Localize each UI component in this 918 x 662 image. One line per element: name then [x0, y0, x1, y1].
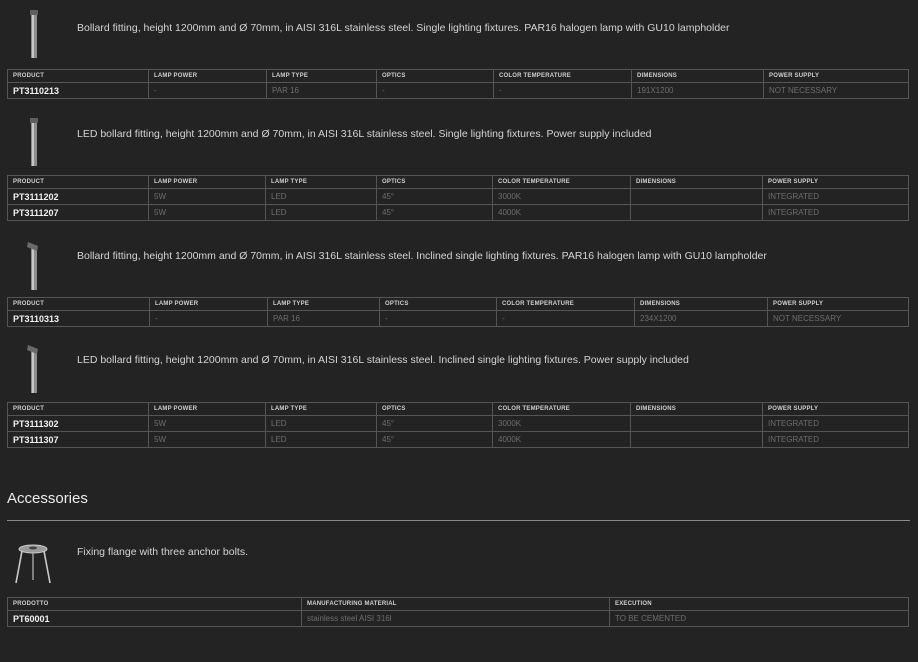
header-optics: OPTICS	[380, 298, 497, 311]
product-description: LED bollard fitting, height 1200mm and Ø 70mm, in AISI 316L stainless steel. Inclined single lighting fixtures. Power supply included	[77, 354, 689, 366]
product-description: Bollard fitting, height 1200mm and Ø 70mm, in AISI 316L stainless steel. Inclined single lighting fixtures. PAR16 halogen lamp with GU10 lampholder	[77, 250, 767, 262]
table-row	[8, 205, 909, 221]
lamp-type: LED	[266, 189, 377, 205]
accessory-header	[0, 532, 918, 592]
power-supply: NOT NECESSARY	[768, 311, 909, 327]
product-section	[0, 0, 918, 110]
header-product: PRODOTTO	[8, 598, 302, 611]
color-temperature: 3000K	[493, 416, 631, 432]
power-supply: INTEGRATED	[763, 205, 909, 221]
lamp-type: LED	[266, 432, 377, 448]
header-dimensions: DIMENSIONS	[632, 70, 764, 83]
bollard-inclined-icon	[22, 341, 46, 393]
table-header-row	[8, 298, 909, 311]
header-color-temperature: COLOR TEMPERATURE	[494, 70, 632, 83]
accessory-section	[0, 532, 918, 632]
table-header-row	[8, 176, 909, 189]
product-header	[0, 337, 918, 397]
spec-table	[7, 297, 909, 327]
header-dimensions: DIMENSIONS	[631, 403, 763, 416]
lamp-power: -	[150, 311, 268, 327]
product-section	[0, 337, 918, 462]
lamp-power: 5W	[149, 432, 266, 448]
header-power-supply: POWER SUPPLY	[768, 298, 909, 311]
header-optics: OPTICS	[377, 70, 494, 83]
header-lamp-type: LAMP TYPE	[267, 70, 377, 83]
table-row	[8, 83, 909, 99]
header-lamp-type: LAMP TYPE	[266, 403, 377, 416]
color-temperature: -	[497, 311, 635, 327]
color-temperature: 4000K	[493, 205, 631, 221]
header-color-temperature: COLOR TEMPERATURE	[493, 403, 631, 416]
bollard-inclined-icon	[22, 238, 46, 290]
color-temperature: 4000K	[493, 432, 631, 448]
header-dimensions: DIMENSIONS	[635, 298, 768, 311]
header-optics: OPTICS	[377, 176, 493, 189]
header-lamp-power: LAMP POWER	[150, 298, 268, 311]
power-supply: INTEGRATED	[763, 189, 909, 205]
product-code[interactable]: PT60001	[8, 611, 302, 627]
table-header-row	[8, 403, 909, 416]
table-header-row	[8, 70, 909, 83]
header-lamp-type: LAMP TYPE	[268, 298, 380, 311]
bollard-straight-icon	[22, 116, 46, 168]
product-header	[0, 0, 918, 60]
accessory-description: Fixing flange with three anchor bolts.	[77, 546, 249, 558]
optics: 45°	[377, 189, 493, 205]
header-color-temperature: COLOR TEMPERATURE	[497, 298, 635, 311]
optics: -	[380, 311, 497, 327]
product-code[interactable]: PT3111207	[8, 205, 149, 221]
spec-table	[7, 175, 909, 221]
optics: 45°	[377, 205, 493, 221]
header-color-temperature: COLOR TEMPERATURE	[493, 176, 631, 189]
dimensions	[631, 416, 763, 432]
table-row	[8, 311, 909, 327]
header-product: PRODUCT	[8, 403, 149, 416]
header-power-supply: POWER SUPPLY	[763, 176, 909, 189]
header-lamp-power: LAMP POWER	[149, 403, 266, 416]
lamp-power: 5W	[149, 416, 266, 432]
optics: -	[377, 83, 494, 99]
execution: TO BE CEMENTED	[610, 611, 909, 627]
header-lamp-power: LAMP POWER	[149, 70, 267, 83]
product-code[interactable]: PT3110213	[8, 83, 149, 99]
fixing-flange-icon	[13, 536, 53, 586]
header-optics: OPTICS	[377, 403, 493, 416]
table-row	[8, 611, 909, 627]
material: stainless steel AISI 316l	[302, 611, 610, 627]
table-row	[8, 189, 909, 205]
header-power-supply: POWER SUPPLY	[763, 403, 909, 416]
spec-table	[7, 597, 909, 627]
lamp-power: 5W	[149, 189, 266, 205]
header-lamp-type: LAMP TYPE	[266, 176, 377, 189]
product-header	[0, 232, 918, 292]
spec-table	[7, 69, 909, 99]
product-header	[0, 110, 918, 170]
lamp-type: LED	[266, 205, 377, 221]
header-dimensions: DIMENSIONS	[631, 176, 763, 189]
product-code[interactable]: PT3110313	[8, 311, 150, 327]
section-divider	[7, 520, 910, 521]
header-product: PRODUCT	[8, 176, 149, 189]
product-description: Bollard fitting, height 1200mm and Ø 70mm, in AISI 316L stainless steel. Single lighting fixtures. PAR16 halogen lamp with GU10 lampholder	[77, 22, 730, 34]
lamp-type: PAR 16	[268, 311, 380, 327]
header-product: PRODUCT	[8, 298, 150, 311]
lamp-power: 5W	[149, 205, 266, 221]
product-description: LED bollard fitting, height 1200mm and Ø 70mm, in AISI 316L stainless steel. Single lighting fixtures. Power supply included	[77, 128, 652, 140]
product-code[interactable]: PT3111302	[8, 416, 149, 432]
table-header-row	[8, 598, 909, 611]
lamp-type: PAR 16	[267, 83, 377, 99]
optics: 45°	[377, 432, 493, 448]
accessories-heading: Accessories	[7, 490, 88, 507]
bollard-straight-icon	[22, 8, 46, 60]
product-code[interactable]: PT3111307	[8, 432, 149, 448]
lamp-type: LED	[266, 416, 377, 432]
color-temperature: -	[494, 83, 632, 99]
header-product: PRODUCT	[8, 70, 149, 83]
optics: 45°	[377, 416, 493, 432]
dimensions: 234X1200	[635, 311, 768, 327]
table-row	[8, 416, 909, 432]
header-power-supply: POWER SUPPLY	[764, 70, 909, 83]
table-row	[8, 432, 909, 448]
product-section	[0, 232, 918, 337]
product-code[interactable]: PT3111202	[8, 189, 149, 205]
header-lamp-power: LAMP POWER	[149, 176, 266, 189]
power-supply: NOT NECESSARY	[764, 83, 909, 99]
product-section	[0, 110, 918, 232]
power-supply: INTEGRATED	[763, 416, 909, 432]
dimensions: 191X1200	[632, 83, 764, 99]
header-material: MANUFACTURING MATERIAL	[302, 598, 610, 611]
dimensions	[631, 432, 763, 448]
header-execution: EXECUTION	[610, 598, 909, 611]
color-temperature: 3000K	[493, 189, 631, 205]
power-supply: INTEGRATED	[763, 432, 909, 448]
dimensions	[631, 205, 763, 221]
spec-table	[7, 402, 909, 448]
dimensions	[631, 189, 763, 205]
lamp-power: -	[149, 83, 267, 99]
